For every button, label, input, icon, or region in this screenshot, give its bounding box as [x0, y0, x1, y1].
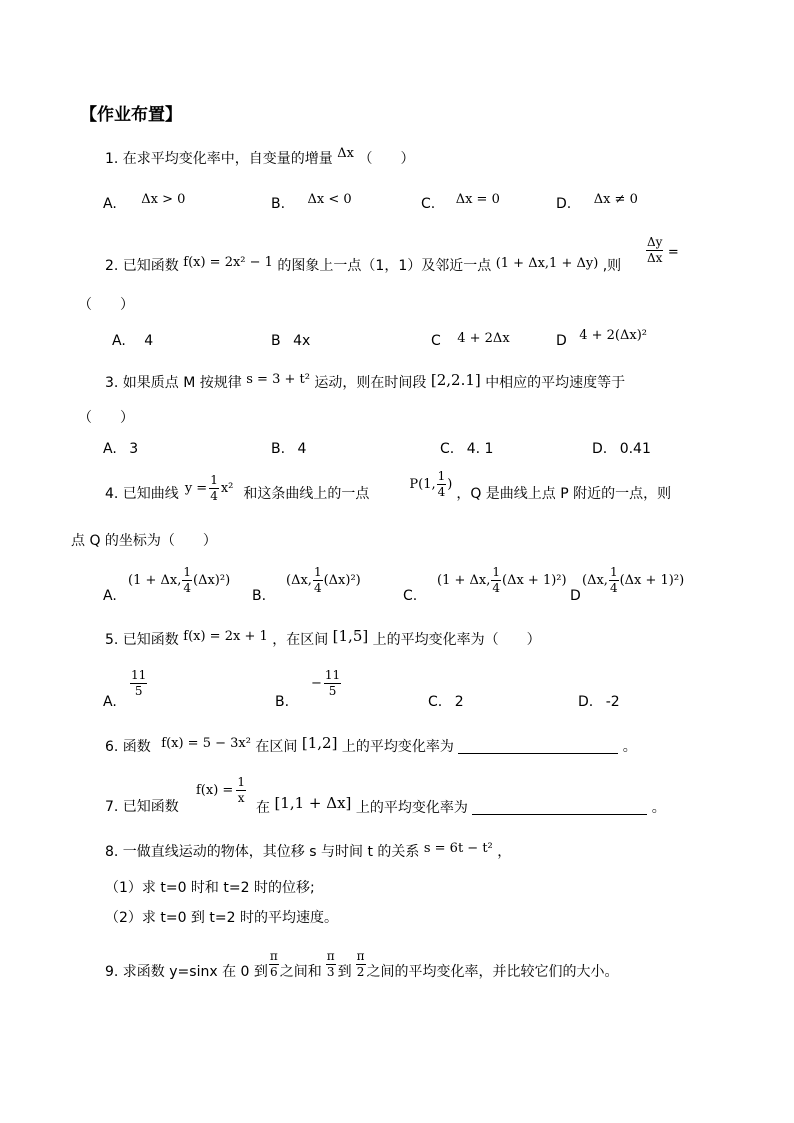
q5-option-d: [578, 695, 620, 709]
fraction: [182, 566, 192, 594]
option-label: D.: [578, 694, 594, 710]
option-math: 4 + 2(Δx)²: [579, 328, 648, 343]
answer-blank[interactable]: [458, 739, 618, 754]
option-label: B.: [271, 196, 286, 212]
math-text: (1 + Δx,: [437, 572, 491, 588]
math-text: P(1,: [409, 476, 436, 492]
question-7-function: [196, 776, 246, 804]
q2-option-b: [271, 334, 310, 348]
fraction: [209, 474, 219, 502]
fraction-numerator: 1: [183, 565, 191, 579]
fraction: [130, 669, 147, 697]
fraction: [437, 470, 447, 498]
question-6: [105, 734, 637, 755]
equals-sign: =: [667, 245, 679, 261]
fraction-numerator: 1: [609, 565, 618, 579]
question-3-prefix: 3. 如果质点 M 按规律: [105, 375, 242, 391]
option-label: D: [556, 333, 567, 349]
q5-option-c: [428, 695, 464, 709]
option-math: Δx > 0: [141, 192, 186, 207]
question-2-mid: 的图象上一点（1，1）及邻近一点: [277, 258, 492, 274]
q3-option-c: [440, 442, 493, 456]
question-9: [105, 940, 619, 988]
option-math: 4 + 2Δx: [457, 331, 510, 346]
math-text: (Δx,: [286, 572, 312, 588]
question-5-suffix: 上的平均变化率为（ ）: [372, 632, 541, 648]
motion-law: s = 6t − t²: [423, 841, 493, 856]
q3-option-b: [271, 442, 306, 456]
point-expression: (1 + Δx,1 + Δy): [495, 256, 599, 271]
fraction-denominator: 5: [328, 683, 337, 698]
question-2-prefix: 2. 已知函数: [105, 258, 179, 274]
q5-option-b: [311, 669, 341, 697]
fraction: [236, 776, 246, 804]
q4-option-a-label: A.: [103, 588, 117, 604]
question-9-prefix: 9. 求函数 y=sinx 在 0 到: [105, 964, 268, 980]
question-5-prefix: 5. 已知函数: [105, 632, 179, 648]
answer-paren: （ ）: [358, 151, 415, 167]
q1-option-c: [421, 192, 500, 212]
fraction-numerator: 11: [131, 668, 147, 682]
fraction: [491, 566, 501, 594]
option-value: 4: [144, 333, 154, 349]
question-7-prefix: 7. 已知函数: [105, 799, 179, 815]
option-label: C.: [428, 694, 443, 710]
question-2: [105, 255, 622, 274]
option-label: C.: [421, 196, 436, 212]
answer-blank[interactable]: [472, 800, 647, 815]
q3-option-a: [103, 442, 138, 456]
q4-option-b-label: B.: [252, 588, 267, 604]
question-4-suffix: ，Q 是曲线上点 P 附近的一点，则: [456, 486, 672, 503]
fraction-denominator: 4: [183, 580, 191, 595]
option-label: A.: [103, 441, 117, 457]
fraction-denominator: 5: [134, 683, 143, 698]
option-label: D.: [592, 441, 608, 457]
fraction-denominator: x: [237, 790, 245, 805]
question-8-sub-1: （1）求 t=0 时和 t=2 时的位移;: [105, 880, 315, 896]
option-label: C.: [440, 441, 455, 457]
question-2-fraction: [646, 236, 679, 264]
fraction-numerator: 1: [313, 565, 322, 579]
question-2-then: ,则: [602, 258, 622, 274]
option-label: A.: [103, 196, 117, 212]
math-text: y =: [184, 480, 208, 496]
curve-expression: [185, 474, 234, 502]
fraction-numerator: 1: [237, 775, 245, 789]
option-label: B.: [271, 441, 286, 457]
question-6-suffix: 上的平均变化率为: [341, 739, 454, 755]
motion-law: s = 3 + t²: [246, 372, 310, 387]
option-value: -2: [605, 694, 620, 710]
option-value: 4: [297, 441, 307, 457]
question-1: [105, 146, 415, 167]
answer-paren: （ ）: [78, 410, 134, 426]
q5-option-a-label: A.: [103, 694, 117, 710]
function-expression: f(x) = 2x² − 1: [183, 255, 273, 270]
question-7-rest: [256, 794, 666, 816]
fraction-numerator: π: [356, 948, 365, 963]
q4-option-c: [437, 566, 567, 594]
question-8: [105, 841, 512, 860]
question-6-prefix: 6. 函数: [105, 739, 151, 755]
interval: [1,5]: [332, 627, 369, 645]
fraction-denominator: 4: [609, 580, 618, 595]
option-label: C: [431, 333, 441, 349]
fraction: [609, 566, 619, 594]
fraction-denominator: 3: [326, 964, 335, 979]
option-label: B: [271, 333, 281, 349]
math-text: (1 + Δx,: [128, 572, 182, 588]
question-1-math: Δx: [337, 146, 354, 161]
interval: [1,2]: [301, 734, 338, 752]
fraction-denominator: 2: [356, 964, 365, 979]
fraction-numerator: Δy: [647, 235, 663, 249]
math-text: (Δx)²): [323, 572, 361, 588]
option-value: 4x: [293, 333, 311, 349]
math-text: x²: [220, 480, 234, 496]
q5-option-b-label: B.: [275, 694, 290, 710]
interval: [1,1 + Δx]: [274, 794, 352, 812]
fraction-denominator: 6: [270, 964, 278, 979]
question-7-mid: 在: [256, 800, 270, 816]
math-text: −: [311, 675, 322, 691]
question-9-mid-2: 到: [337, 964, 352, 980]
question-3: [105, 371, 626, 391]
question-5: [105, 627, 541, 648]
math-text: f(x) =: [196, 782, 234, 798]
option-value: 4. 1: [466, 441, 494, 457]
math-text: (Δx + 1)²): [502, 572, 567, 588]
question-6-mid: 在区间: [255, 739, 298, 755]
period: 。: [622, 739, 637, 755]
function-expression: f(x) = 5 − 3x²: [161, 736, 251, 751]
q4-option-a: [128, 566, 230, 594]
question-3-suffix: 中相应的平均速度等于: [485, 375, 626, 391]
option-math: Δx ≠ 0: [593, 192, 638, 207]
option-math: Δx = 0: [455, 192, 500, 207]
fraction-denominator: 4: [313, 580, 322, 595]
q5-option-a: [130, 669, 147, 697]
question-4-prefix: 4. 已知曲线: [105, 486, 179, 503]
fraction-numerator: π: [269, 948, 278, 963]
question-9-suffix: 之间的平均变化率，并比较它们的大小。: [366, 964, 619, 980]
fraction-numerator: 1: [437, 469, 446, 483]
math-text: (Δx,: [582, 572, 608, 588]
option-value: 2: [454, 694, 464, 710]
q2-option-c: [431, 331, 510, 349]
math-text: ): [447, 476, 453, 492]
q2-option-a: [112, 334, 153, 348]
q3-option-d: [592, 442, 651, 456]
fraction-denominator: Δx: [647, 250, 663, 265]
math-text: (Δx)²): [193, 572, 231, 588]
option-math: Δx < 0: [307, 192, 352, 207]
question-3-mid: 运动，则在时间段: [314, 375, 427, 391]
option-value: 3: [129, 441, 139, 457]
fraction-denominator: 4: [210, 488, 218, 503]
q1-option-b: [271, 192, 352, 212]
fraction: [326, 950, 336, 978]
section-title: 【作业布置】: [80, 105, 182, 125]
function-expression: f(x) = 2x + 1: [183, 629, 268, 644]
q1-option-a: [103, 192, 186, 212]
option-label: D.: [556, 196, 572, 212]
question-4-mid: 和这条曲线上的一点: [243, 486, 370, 503]
question-5-mid: ，在区间: [272, 632, 329, 648]
question-8-sub-2: （2）求 t=0 到 t=2 时的平均速度。: [105, 910, 338, 926]
fraction: [646, 236, 663, 264]
math-text: (Δx + 1)²): [619, 572, 685, 588]
fraction-numerator: π: [326, 948, 335, 963]
period: 。: [651, 800, 666, 816]
time-interval: [2,2.1]: [430, 371, 481, 389]
q4-option-b: [286, 566, 361, 594]
fraction-numerator: 1: [210, 473, 218, 487]
question-4: [105, 469, 672, 508]
fraction: [269, 950, 279, 978]
question-7-suffix: 上的平均变化率为: [355, 800, 468, 816]
question-4-line2: 点 Q 的坐标为（ ）: [71, 533, 217, 549]
option-label: A.: [112, 333, 126, 349]
q4-option-d: [582, 566, 684, 594]
question-1-text: 1. 在求平均变化率中，自变量的增量: [105, 151, 333, 167]
option-value: 0.41: [619, 441, 651, 457]
q2-option-d: [556, 328, 648, 349]
question-9-mid-1: 之间和: [279, 964, 322, 980]
comma: ，: [497, 844, 512, 860]
fraction: [356, 950, 366, 978]
fraction-denominator: 4: [437, 484, 446, 499]
q1-option-d: [556, 192, 638, 212]
q4-option-d-label: D: [570, 588, 581, 604]
fraction-numerator: 1: [492, 565, 500, 579]
fraction: [324, 669, 341, 697]
fraction-denominator: 4: [492, 580, 500, 595]
fraction-numerator: 11: [324, 668, 341, 682]
q4-option-c-label: C.: [403, 588, 418, 604]
question-8-text: 8. 一做直线运动的物体，其位移 s 与时间 t 的关系: [105, 844, 420, 860]
point-p: [409, 470, 452, 498]
answer-paren: （ ）: [78, 297, 134, 313]
fraction: [313, 566, 323, 594]
